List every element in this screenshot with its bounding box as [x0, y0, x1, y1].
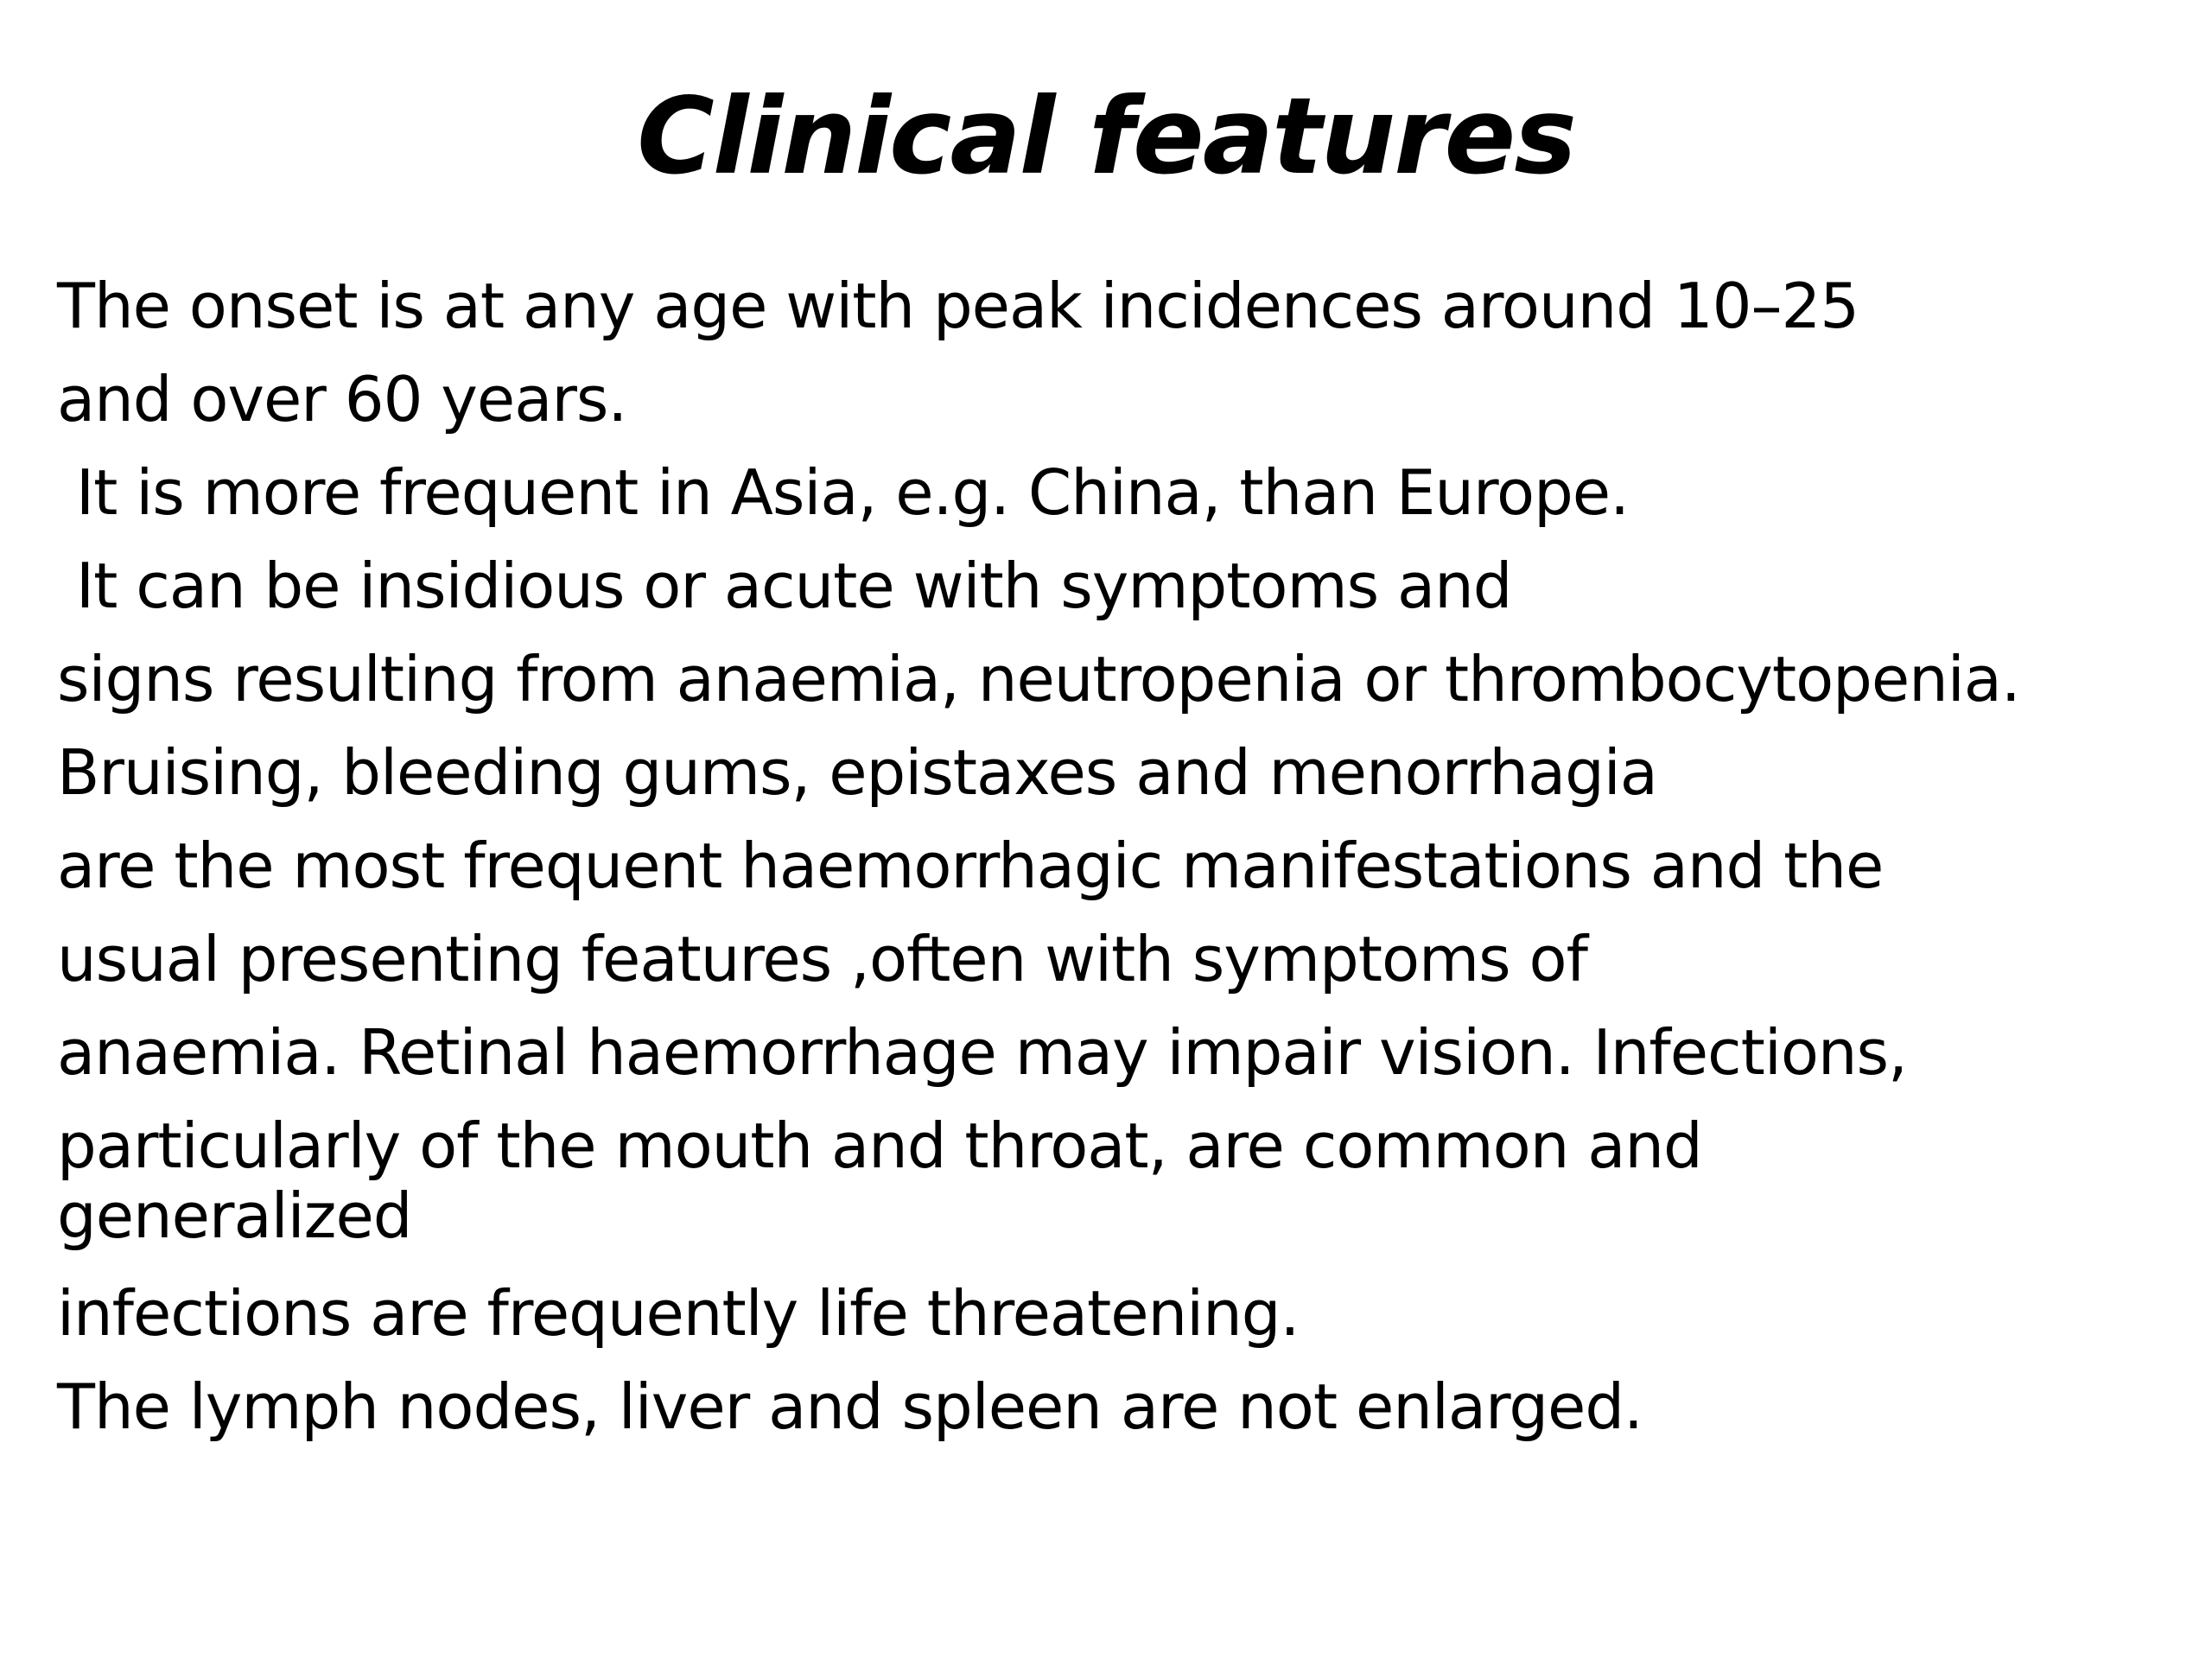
- body-line: Bruising, bleeding gums, epistaxes and menorrhagia: [57, 736, 1657, 809]
- body-line: infections are frequently life threatening.: [57, 1277, 1300, 1350]
- body-line: It can be insidious or acute with symptoms and: [57, 550, 1512, 622]
- body-line: The onset is at any age with peak incidences around 10–25: [57, 270, 1859, 342]
- body-line: particularly of the mouth and throat, are common and: [57, 1109, 1702, 1182]
- body-line: generalized: [57, 1179, 412, 1252]
- slide-body: [57, 259, 2165, 1453]
- body-line: are the most frequent haemorrhagic manifestations and the: [57, 830, 1884, 902]
- body-line: signs resulting from anaemia, neutropenia or thrombocytopenia.: [57, 643, 2020, 715]
- body-line: and over 60 years.: [57, 363, 627, 435]
- slide-title: Clinical features: [637, 75, 1575, 198]
- body-line: It is more frequent in Asia, e.g. China, than Europe.: [57, 456, 1629, 529]
- body-line: anaemia. Retinal haemorrhage may impair vision. Infections,: [57, 1016, 1907, 1089]
- body-line: The lymph nodes, liver and spleen are not enlarged.: [57, 1370, 1643, 1443]
- body-line: usual presenting features ,often with symptoms of: [57, 923, 1587, 995]
